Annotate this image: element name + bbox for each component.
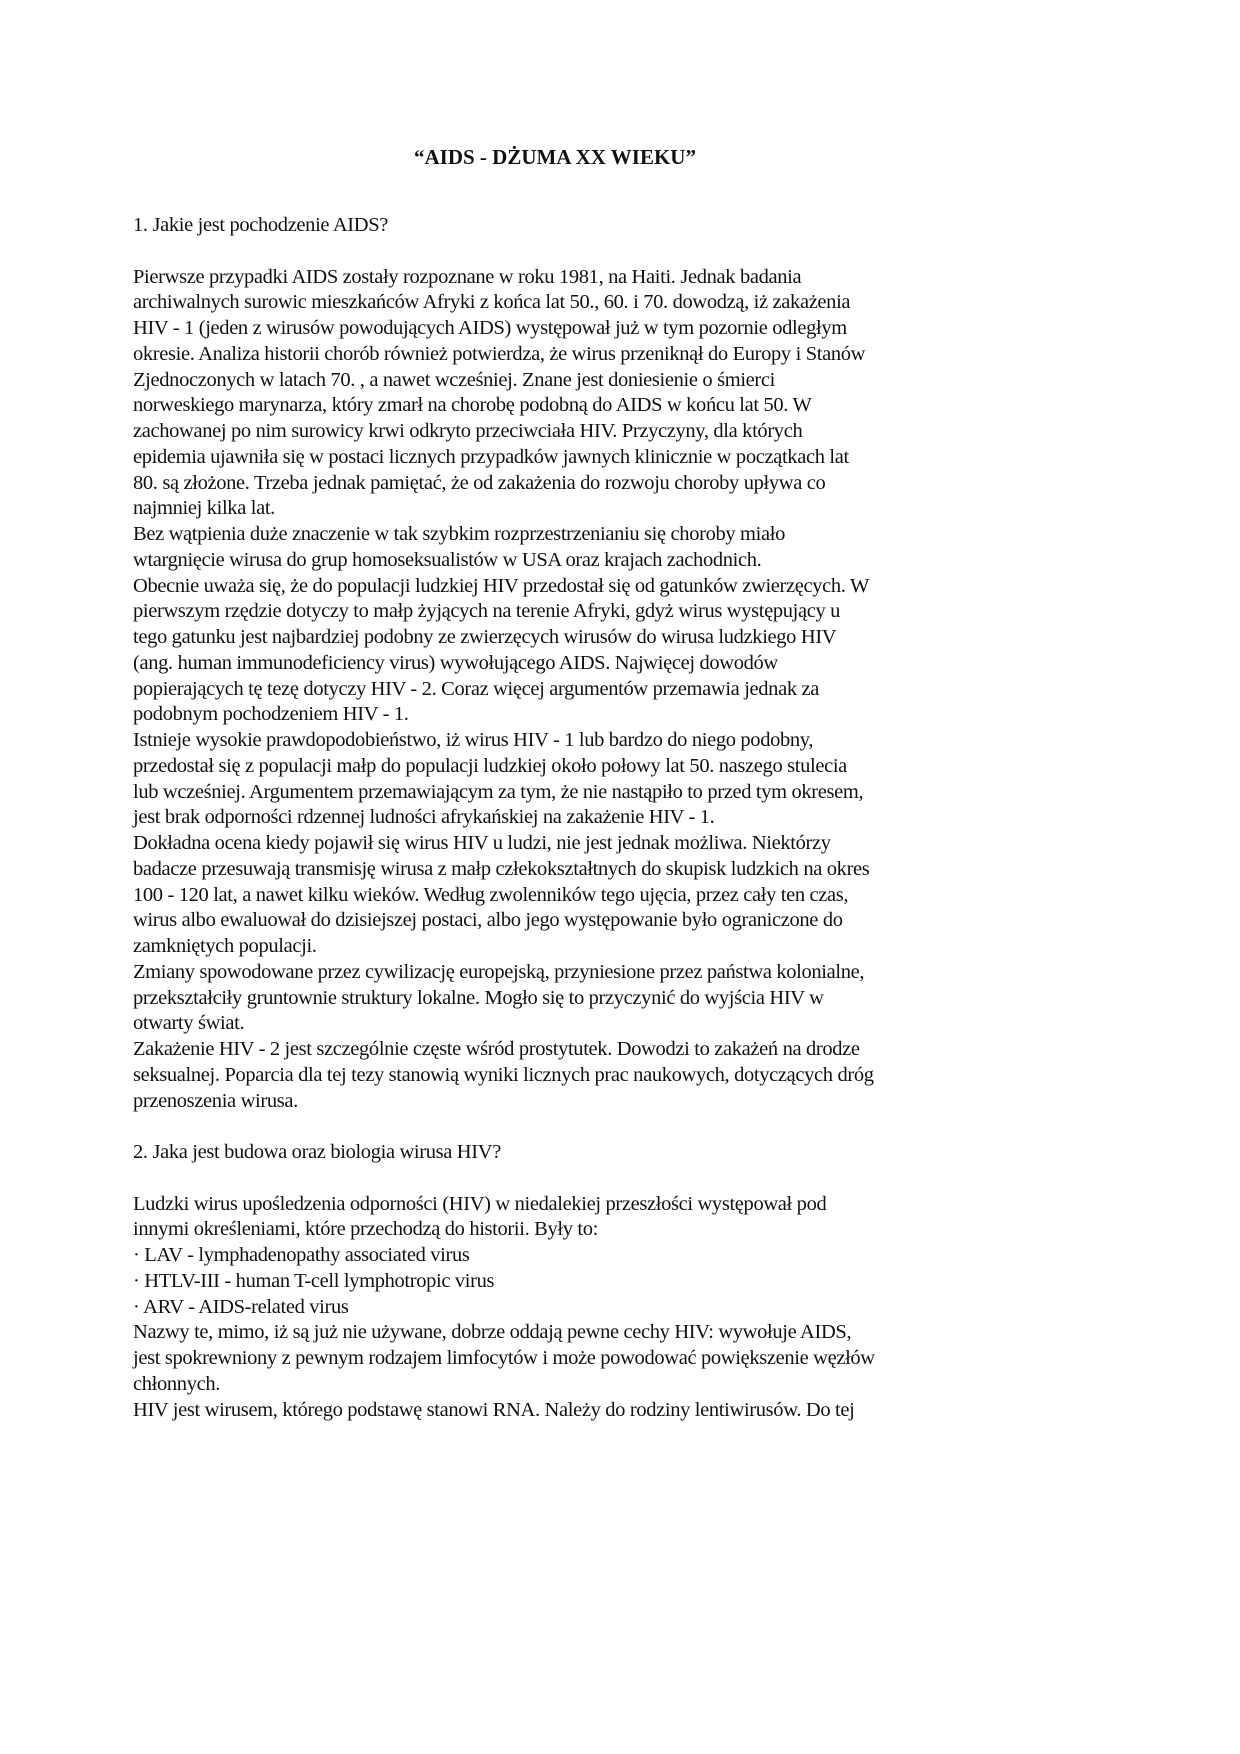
text-line: popierających tę tezę dotyczy HIV - 2. Coraz więcej argumentów przemawia jednak za xyxy=(133,677,820,700)
text-line: epidemia ujawniła się w postaci licznych przypadków jawnych klinicznie w początkach lat xyxy=(133,445,849,468)
text-line: okresie. Analiza historii chorób również potwierdza, że wirus przeniknął do Europy i Stanów xyxy=(133,342,866,365)
text-line: otwarty świat. xyxy=(133,1012,245,1035)
text-line: 2. Jaka jest budowa oraz biologia wirusa HIV? xyxy=(133,1141,501,1163)
text-line: wirus albo ewaluował do dzisiejszej postaci, albo jego występowanie było ograniczone do xyxy=(133,909,843,932)
text-line: 80. są złożone. Trzeba jednak pamiętać, że od zakażenia do rozwoju choroby upływa co xyxy=(133,471,826,494)
text-line: Bez wątpienia duże znaczenie w tak szybkim rozprzestrzenianiu się choroby miało xyxy=(133,523,785,545)
text-line: jest spokrewniony z pewnym rodzajem limfocytów i może powodować powiększenie węzłów xyxy=(133,1347,875,1369)
text-line: archiwalnych surowic mieszkańców Afryki z końca lat 50., 60. i 70. dowodzą, iż zakażenia xyxy=(133,291,851,314)
text-line: · LAV - lymphadenopathy associated virus xyxy=(133,1244,470,1266)
text-line: przekształciły gruntownie struktury lokalne. Mogło się to przyczynić do wyjścia HIV w xyxy=(133,986,824,1009)
text-line: 1. Jakie jest pochodzenie AIDS? xyxy=(133,214,389,236)
text-line: zachowanej po nim surowicy krwi odkryto przeciwciała HIV. Przyczyny, dla których xyxy=(133,420,803,442)
document-body xyxy=(133,213,1033,1423)
text-line: · ARV - AIDS-related virus xyxy=(133,1295,349,1318)
text-line: przedostał się z populacji małp do populacji ludzkiej około połowy lat 50. naszego stulecia xyxy=(133,754,847,777)
text-line: Zakażenie HIV - 2 jest szczególnie częste wśród prostytutek. Dowodzi to zakażeń na drodze xyxy=(133,1038,860,1060)
text-line: Zmiany spowodowane przez cywilizację europejską, przyniesione przez państwa kolonialne, xyxy=(133,960,865,983)
text-line: seksualnej. Poparcia dla tej tezy stanowią wyniki licznych prac naukowych, dotyczących dróg xyxy=(133,1063,874,1086)
text-line: podobnym pochodzeniem HIV - 1. xyxy=(133,703,409,726)
text-line: 100 - 120 lat, a nawet kilku wieków. Według zwolenników tego ujęcia, przez cały ten czas, xyxy=(133,883,849,906)
blank-line xyxy=(133,1166,1033,1192)
text-line: najmniej kilka lat. xyxy=(133,497,275,520)
text-line: Nazwy te, mimo, iż są już nie używane, dobrze oddają pewne cechy HIV: wywołuje AIDS, xyxy=(133,1321,852,1344)
text-line: pierwszym rzędzie dotyczy to małp żyjących na terenie Afryki, gdyż wirus występujący u xyxy=(133,600,841,623)
text-line: jest brak odporności rdzennej ludności afrykańskiej na zakażenie HIV - 1. xyxy=(133,806,715,829)
text-line: HIV jest wirusem, którego podstawę stanowi RNA. Należy do rodziny lentiwirusów. Do tej xyxy=(133,1398,855,1421)
text-line: HIV - 1 (jeden z wirusów powodujących AIDS) występował już w tym pozornie odległym xyxy=(133,317,847,339)
text-line: lub wcześniej. Argumentem przemawiającym za tym, że nie nastąpiło to przed tym okresem, xyxy=(133,780,864,803)
text-line: chłonnych. xyxy=(133,1372,221,1395)
text-line: Zjednoczonych w latach 70. , a nawet wcześniej. Znane jest doniesienie o śmierci xyxy=(133,368,775,391)
text-line: zamkniętych populacji. xyxy=(133,935,317,957)
text-line: Dokładna ocena kiedy pojawił się wirus HIV u ludzi, nie jest jednak możliwa. Niektórzy xyxy=(133,832,831,854)
text-line: wtargnięcie wirusa do grup homoseksualistów w USA oraz krajach zachodnich. xyxy=(133,548,762,571)
text-line: Pierwsze przypadki AIDS zostały rozpoznane w roku 1981, na Haiti. Jednak badania xyxy=(133,265,802,288)
text-line: Ludzki wirus upośledzenia odporności (HIV) w niedalekiej przeszłości występował pod xyxy=(133,1192,827,1215)
text-line: Obecnie uważa się, że do populacji ludzkiej HIV przedostał się od gatunków zwierzęcych. W xyxy=(133,574,869,597)
blank-line xyxy=(133,1114,1033,1140)
text-line: norweskiego marynarza, który zmarł na chorobę podobną do AIDS w końcu lat 50. W xyxy=(133,394,812,417)
text-line: przenoszenia wirusa. xyxy=(133,1089,298,1112)
text-line: badacze przesuwają transmisję wirusa z małp człekokształtnych do skupisk ludzkich na okres xyxy=(133,857,870,880)
text-line: Istnieje wysokie prawdopodobieństwo, iż wirus HIV - 1 lub bardzo do niego podobny, xyxy=(133,729,814,751)
text-line: innymi określeniami, które przechodzą do historii. Były to: xyxy=(133,1218,598,1241)
blank-line xyxy=(133,239,1033,265)
text-line: tego gatunku jest najbardziej podobny ze zwierzęcych wirusów do wirusa ludzkiego HIV xyxy=(133,626,837,648)
text-line: (ang. human immunodeficiency virus) wywołującego AIDS. Najwięcej dowodów xyxy=(133,651,778,674)
text-line: · HTLV-III - human T-cell lymphotropic virus xyxy=(133,1269,495,1292)
document-title: “AIDS - DŻUMA XX WIEKU” xyxy=(414,145,696,169)
